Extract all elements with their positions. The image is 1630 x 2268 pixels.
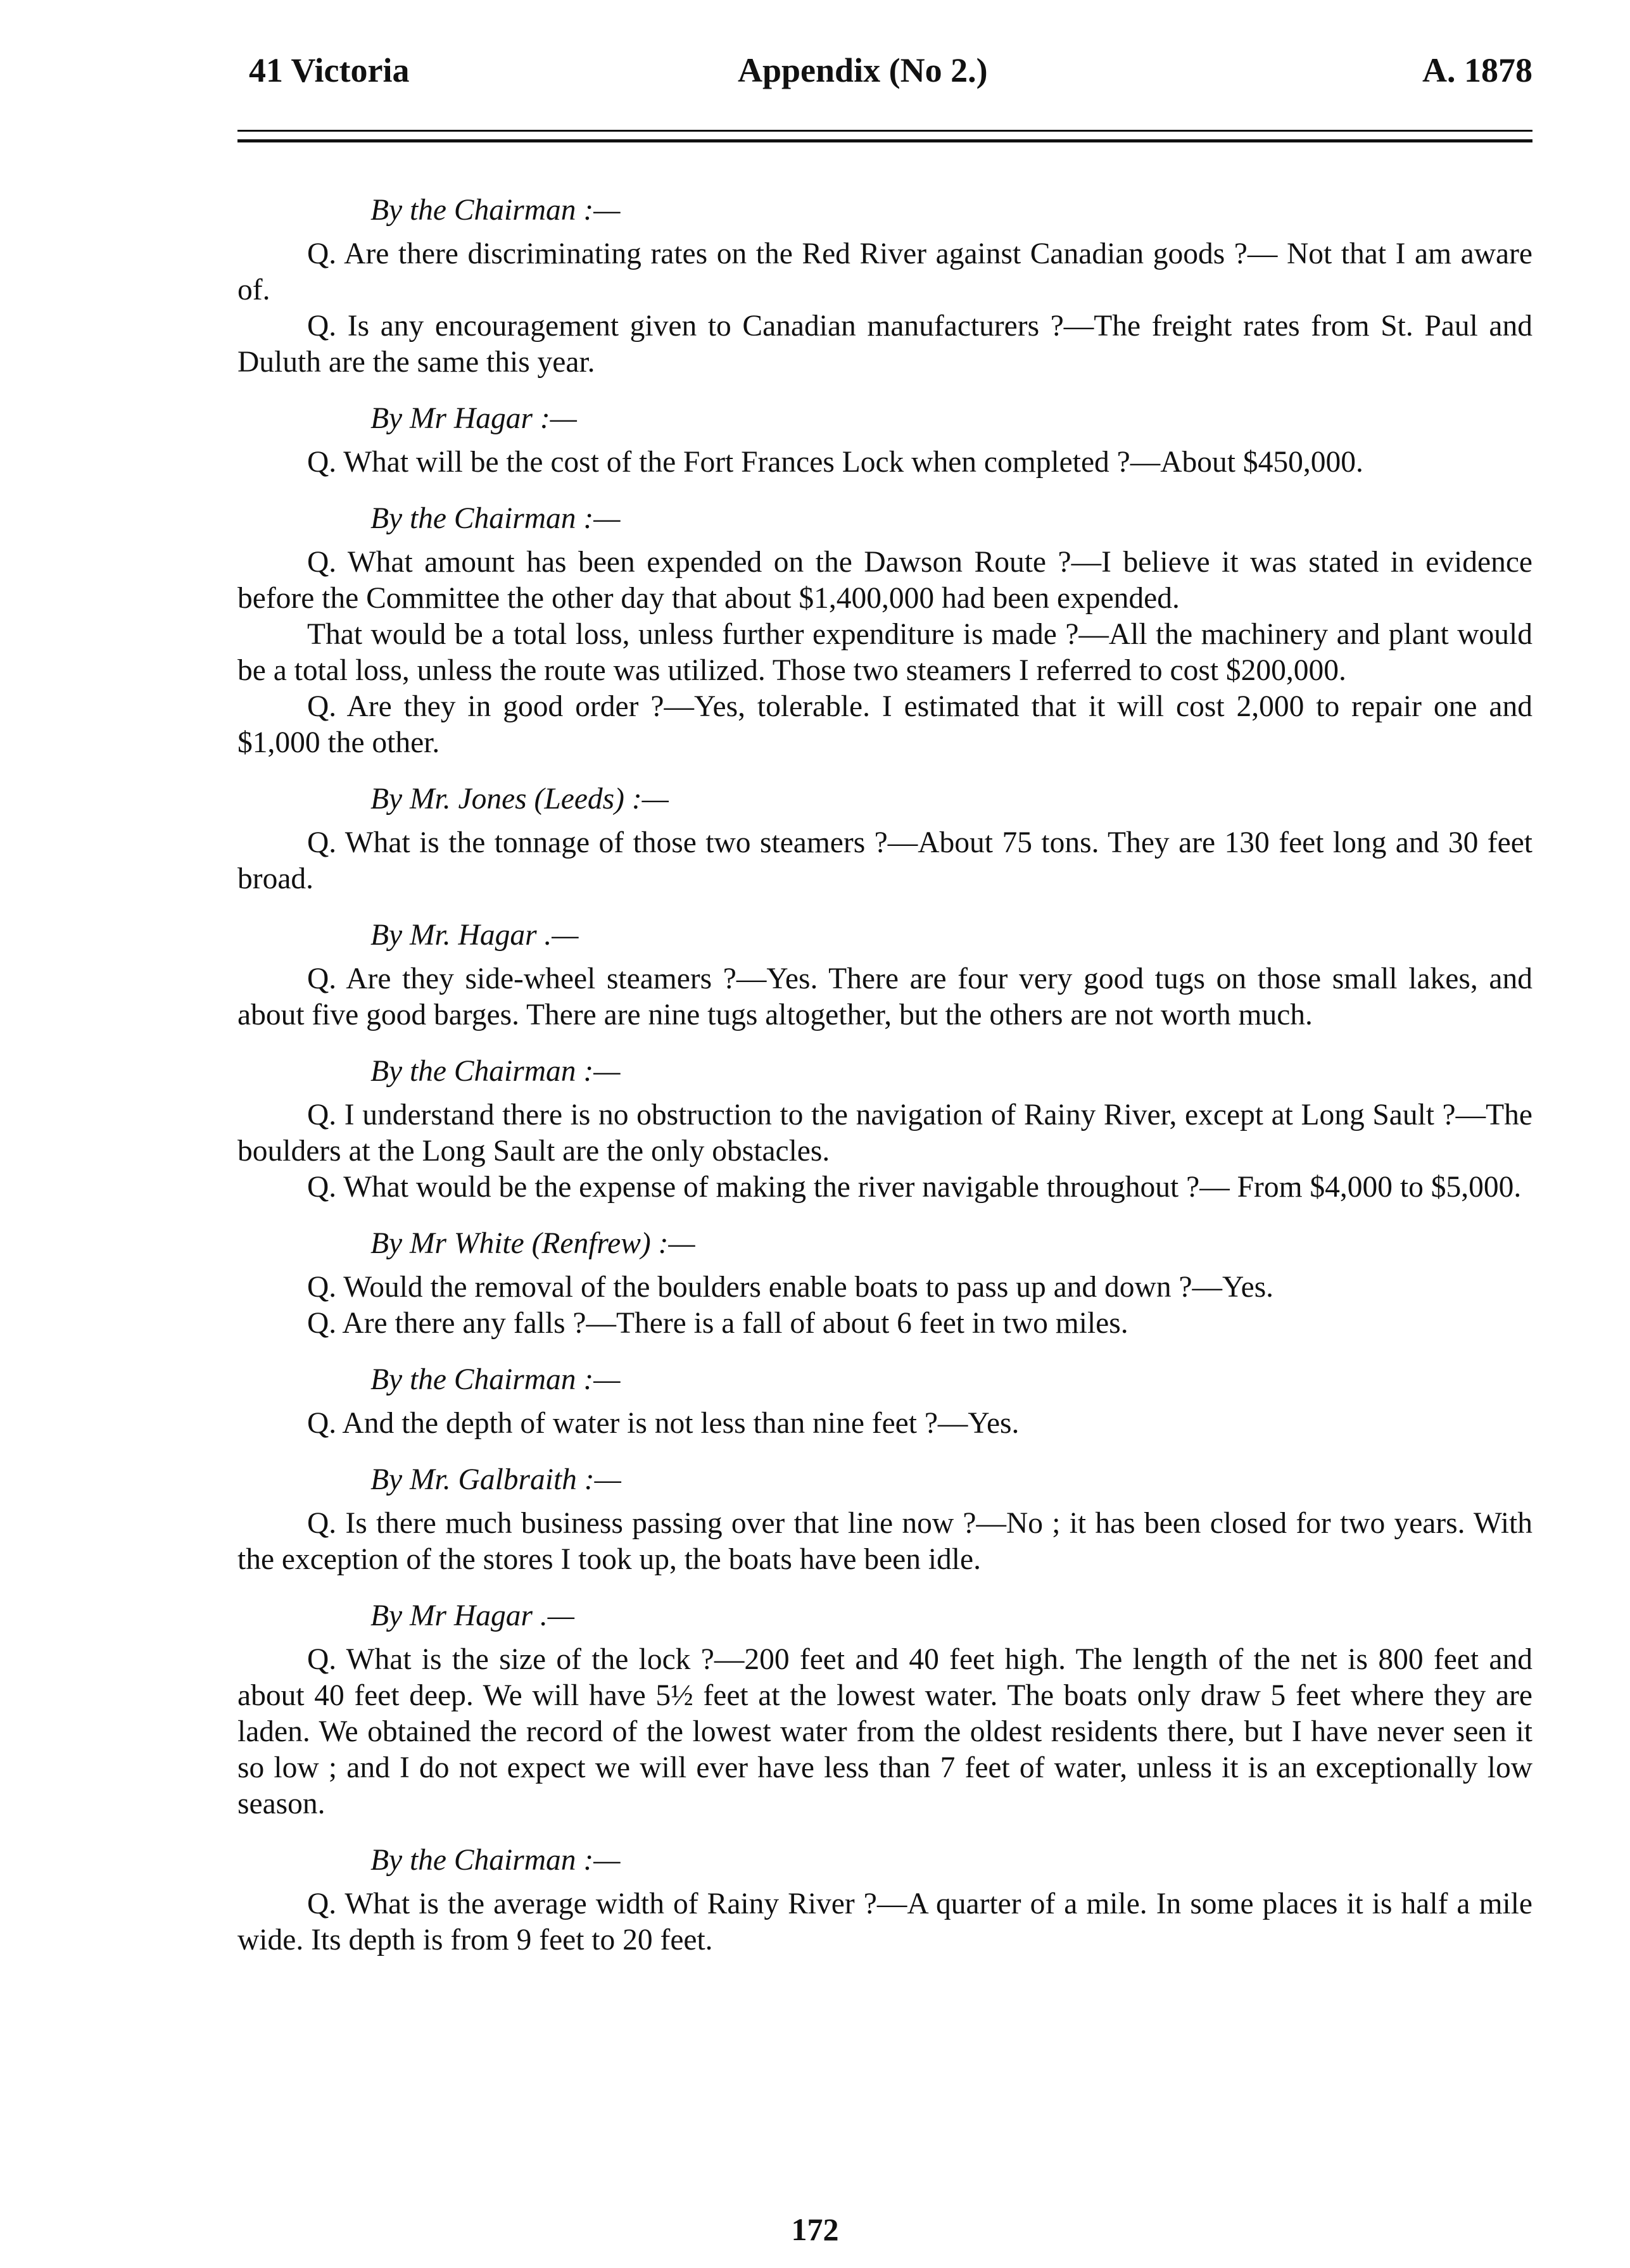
block-spacer <box>237 1442 1532 1453</box>
block-spacer <box>237 1342 1532 1353</box>
testimony-paragraph: Q. Is there much business passing over that line now ?—No ; it has been closed for two years. With the exception of the stores I took up, the boats have been idle. <box>237 1507 1532 1576</box>
block-spacer <box>237 761 1532 772</box>
testimony-paragraph: Q. Are there discriminating rates on the Red River against Canadian goods ?— Not that I am aware of. <box>237 237 1532 306</box>
block-spacer <box>237 1206 1532 1217</box>
speaker-heading: By the Chairman :— <box>370 194 621 227</box>
header-year: A. 1878 <box>1422 51 1532 89</box>
testimony-paragraph: Q. Are they side-wheel steamers ?—Yes. There are four very good tugs on those small lakes, and about five good barges. There are nine tugs altogether, but the others are not worth much. <box>237 962 1532 1031</box>
testimony-paragraph: Q. What amount has been expended on the Dawson Route ?—I believe it was stated in evidence before the Committee the other day that about $1,400,000 had been expended. <box>237 546 1532 615</box>
speaker-heading: By the Chairman :— <box>370 1844 621 1877</box>
block-spacer <box>237 897 1532 909</box>
testimony-paragraph: Q. What is the average width of Rainy River ?—A quarter of a mile. In some places it is half a mile wide. Its depth is from 9 feet to 20 feet. <box>237 1887 1532 1956</box>
block-spacer <box>237 1958 1532 1970</box>
block-spacer <box>237 1033 1532 1045</box>
block-spacer <box>237 1578 1532 1589</box>
speaker-heading: By the Chairman :— <box>370 1363 621 1396</box>
running-header <box>237 38 1532 108</box>
testimony-paragraph: Q. And the depth of water is not less than nine feet ?—Yes. <box>307 1407 1020 1440</box>
speaker-heading: By Mr. Jones (Leeds) :— <box>370 783 669 816</box>
testimony-paragraph: Q. Is any encouragement given to Canadian manufacturers ?—The freight rates from St. Paul and Duluth are the same this year. <box>237 310 1532 379</box>
page <box>237 38 1532 1956</box>
header-rule-thick <box>237 139 1532 142</box>
block-spacer <box>237 481 1532 492</box>
testimony-paragraph: That would be a total loss, unless further expenditure is made ?—All the machinery and plant would be a total loss, unless the route was utilized. Those two steamers I referred to cost $200,000. <box>237 618 1532 687</box>
testimony-paragraph: Q. What will be the cost of the Fort Frances Lock when completed ?—About $450,000. <box>307 446 1363 479</box>
testimony-body <box>237 184 1532 1970</box>
header-session: 41 Victoria <box>249 51 410 89</box>
block-spacer <box>237 381 1532 392</box>
testimony-paragraph: Q. Are there any falls ?—There is a fall of about 6 feet in two miles. <box>307 1307 1128 1340</box>
speaker-heading: By Mr Hagar .— <box>370 1599 574 1632</box>
testimony-paragraph: Q. What is the tonnage of those two steamers ?—About 75 tons. They are 130 feet long and 30 feet broad. <box>237 826 1532 895</box>
speaker-heading: By Mr. Hagar .— <box>370 919 579 952</box>
page-number: 172 <box>791 2212 839 2247</box>
testimony-paragraph: Q. What would be the expense of making the river navigable throughout ?— From $4,000 to $5,000. <box>307 1171 1522 1204</box>
testimony-paragraph: Q. I understand there is no obstruction to the navigation of Rainy River, except at Long Sault ?—The boulders at the Long Sault are the only obstacles. <box>237 1099 1532 1168</box>
header-rule-thin <box>237 130 1532 132</box>
speaker-heading: By the Chairman :— <box>370 502 621 535</box>
speaker-heading: By Mr. Galbraith :— <box>370 1463 621 1496</box>
testimony-paragraph: Q. Are they in good order ?—Yes, tolerable. I estimated that it will cost 2,000 to repair one and $1,000 the other. <box>237 690 1532 759</box>
testimony-paragraph: Q. What is the size of the lock ?—200 feet and 40 feet high. The length of the net is 800 feet and about 40 feet deep. We will have 5½ feet at the lowest water. The boats only draw 5 feet where they are laden. We obtained the record of the lowest water from the oldest residents there, but I have never seen it so low ; and I do not expect we will ever have less than 7 feet of water, unless it is an exceptionally low season. <box>237 1643 1532 1820</box>
block-spacer <box>237 1822 1532 1834</box>
header-appendix: Appendix (No 2.) <box>738 51 988 89</box>
speaker-heading: By Mr Hagar :— <box>370 402 577 435</box>
speaker-heading: By the Chairman :— <box>370 1055 621 1088</box>
testimony-paragraph: Q. Would the removal of the boulders enable boats to pass up and down ?—Yes. <box>307 1271 1274 1304</box>
speaker-heading: By Mr White (Renfrew) :— <box>370 1227 695 1260</box>
